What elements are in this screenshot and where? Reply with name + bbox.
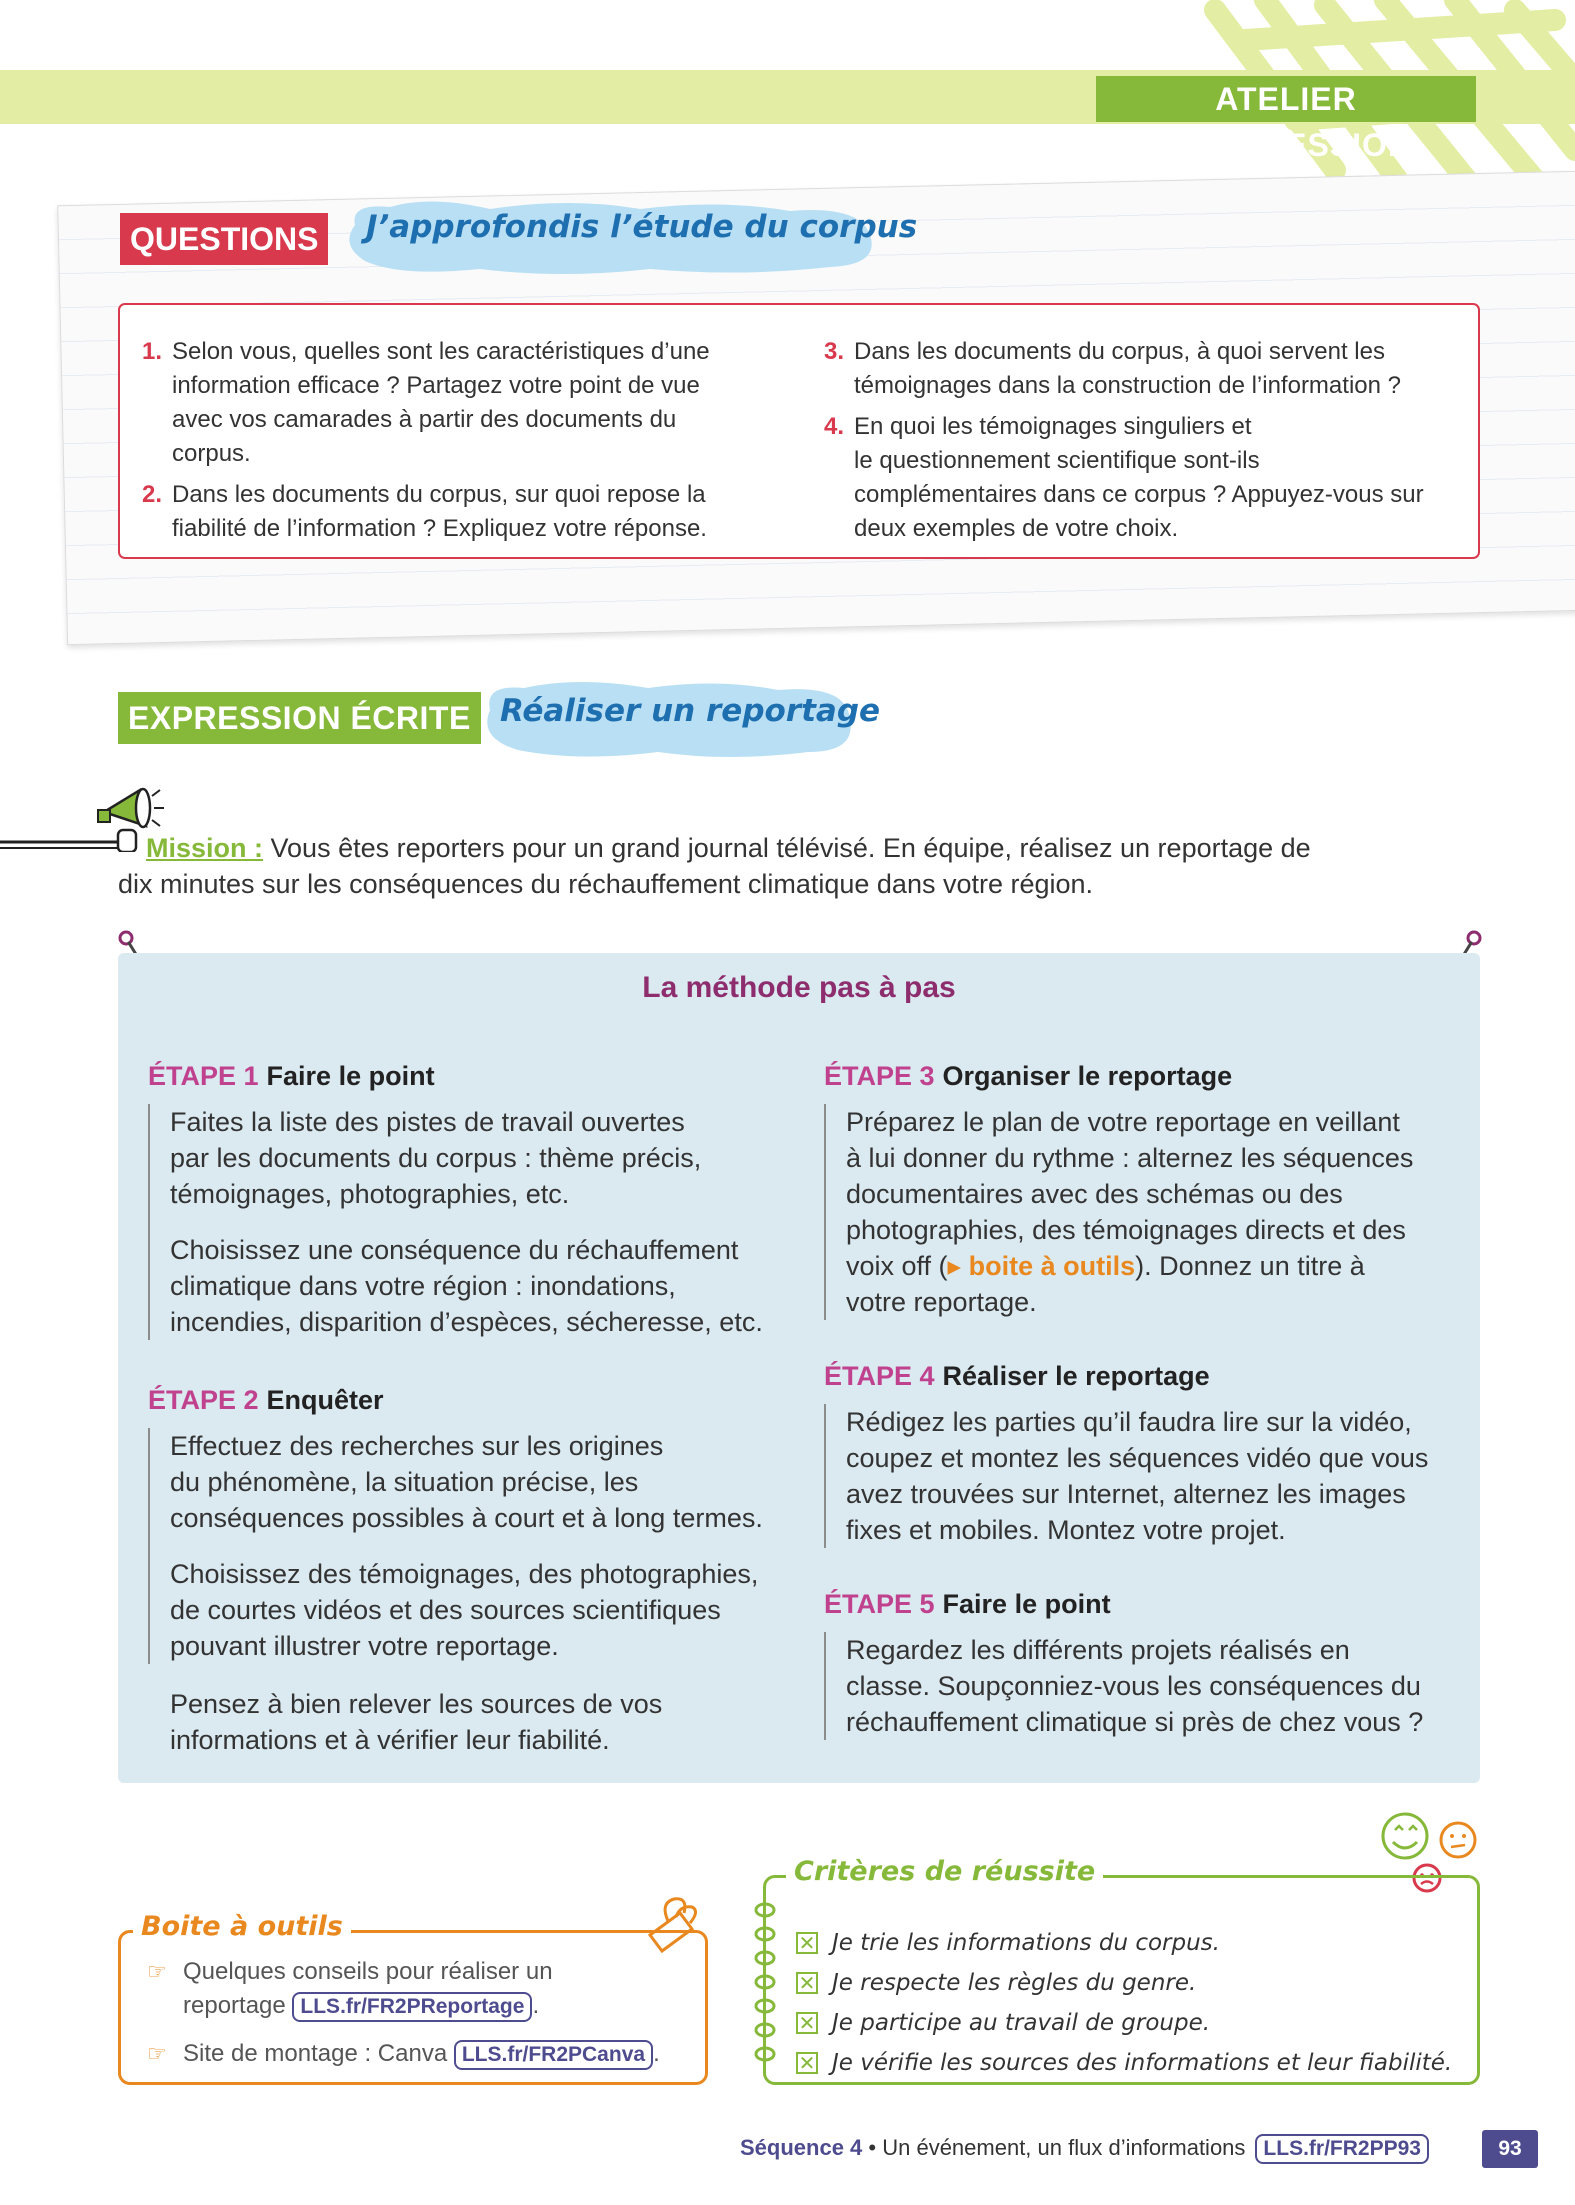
step-3: ÉTAPE 3 Organiser le reportage Préparez le plan de votre reportage en veillant à lui donner du rythme : alternez les séquences documentaires avec des schémas ou des photographies, des témoignages directs et des voix off (▸ boite à outils). Donnez un titre à votre reportage. <box>824 1061 1454 1320</box>
step-1: ÉTAPE 1 Faire le point Faites la liste des pistes de travail ouvertes par les documents du corpus : thème précis, témoignages, photographies, etc. Choisissez une conséquence du réchauffement climatique dans votre région : inondations, incendies, disparition d’espèces, sécheresse, etc. <box>148 1061 788 1340</box>
pointing-hand-icon: ☞ <box>147 1959 167 1984</box>
criteria-item-4: ✕ Je vérifie les sources des informations et leur fiabilité. <box>796 2050 1452 2076</box>
toolbox-item-2: ☞ Site de montage : Canva LLS.fr/FR2PCanva . <box>147 2037 660 2071</box>
questions-box <box>118 303 1480 559</box>
mission-text: Mission : Vous êtes reporters pour un grand journal télévisé. En équipe, réalisez un reportage de dix minutes sur les conséquences du réchauffement climatique dans votre région. <box>118 833 1311 899</box>
step-4: ÉTAPE 4 Réaliser le reportage Rédigez les parties qu’il faudra lire sur la vidéo, coupez et montez les séquences vidéo que vous avez trouvées sur Internet, alternez les images fixes et mobiles. Montez votre projet. <box>824 1361 1454 1548</box>
page-number: 93 <box>1482 2130 1538 2168</box>
step-2: ÉTAPE 2 Enquêter Effectuez des recherches sur les origines du phénomène, la situation précise, les conséquences possibles à court et à long termes. Choisissez des témoignages, des photographies, de courtes vidéos et des sources scientifiques pouvant illustrer votre reportage. Pensez à bien relever les sources de vos informations et à vérifier leur fiabilité. <box>148 1385 788 1758</box>
criteria-item-3: ✕ Je participe au travail de groupe. <box>796 2010 1210 2036</box>
checkbox-checked-icon[interactable]: ✕ <box>796 1972 818 1994</box>
footer: Séquence 4 • Un événement, un flux d’informations LLS.fr/FR2PP93 <box>740 2134 1429 2164</box>
questions-tag: QUESTIONS <box>120 213 328 265</box>
toolbox-title: Boite à outils <box>133 1911 351 1942</box>
footer-sequence: Séquence 4 <box>740 2135 863 2160</box>
checkbox-checked-icon[interactable]: ✕ <box>796 2052 818 2074</box>
pointing-hand-icon: ☞ <box>147 2041 167 2066</box>
question-3: 3. Dans les documents du corpus, à quoi servent les témoignages dans la construction de l’information ? <box>824 338 1401 399</box>
footer-link[interactable]: LLS.fr/FR2PP93 <box>1255 2134 1429 2164</box>
toolbox-item-1: ☞ Quelques conseils pour réaliser un reportage LLS.fr/FR2PReportage . <box>147 1955 553 2023</box>
questions-title: J’approfondis l’étude du corpus <box>366 209 918 245</box>
section-label: ATELIER D’EXPRESSION <box>1096 76 1476 122</box>
expression-tag: EXPRESSION ÉCRITE <box>118 692 481 744</box>
method-board <box>118 953 1480 1783</box>
toolbox-reference-link[interactable]: ▸ boite à outils <box>947 1251 1136 1281</box>
question-2: 2. Dans les documents du corpus, sur quoi repose la fiabilité de l’information ? Expliquez votre réponse. <box>142 481 707 542</box>
method-title: La méthode pas à pas <box>642 971 956 1004</box>
question-4: 4. En quoi les témoignages singuliers et le questionnement scientifique sont-ils complémentaires dans ce corpus ? Appuyez-vous sur deux exemples de votre choix. <box>824 413 1424 542</box>
question-1: 1. Selon vous, quelles sont les caractéristiques d’une information efficace ? Partagez votre point de vue avec vos camarades à partir des documents du corpus. <box>142 338 710 467</box>
checkbox-checked-icon[interactable]: ✕ <box>796 1932 818 1954</box>
footer-subtitle: Un événement, un flux d’informations <box>882 2135 1246 2160</box>
reportage-link[interactable]: LLS.fr/FR2PReportage <box>292 1992 532 2022</box>
criteria-item-2: ✕ Je respecte les règles du genre. <box>796 1970 1196 1996</box>
criteria-title: Critères de réussite <box>786 1856 1103 1887</box>
toolbox-box <box>118 1911 708 2085</box>
expression-title: Réaliser un reportage <box>500 693 881 729</box>
checkbox-checked-icon[interactable]: ✕ <box>796 2012 818 2034</box>
binder-clip-icon <box>640 1895 700 1955</box>
mission-label: Mission : <box>146 833 264 863</box>
criteria-box <box>763 1856 1480 2085</box>
canva-link[interactable]: LLS.fr/FR2PCanva <box>454 2040 653 2070</box>
spiral-binding-icon <box>750 1900 780 2070</box>
step-5: ÉTAPE 5 Faire le point Regardez les différents projets réalisés en classe. Soupçonniez-vous les conséquences du réchauffement climatique si près de chez vous ? <box>824 1589 1454 1740</box>
criteria-item-1: ✕ Je trie les informations du corpus. <box>796 1930 1220 1956</box>
